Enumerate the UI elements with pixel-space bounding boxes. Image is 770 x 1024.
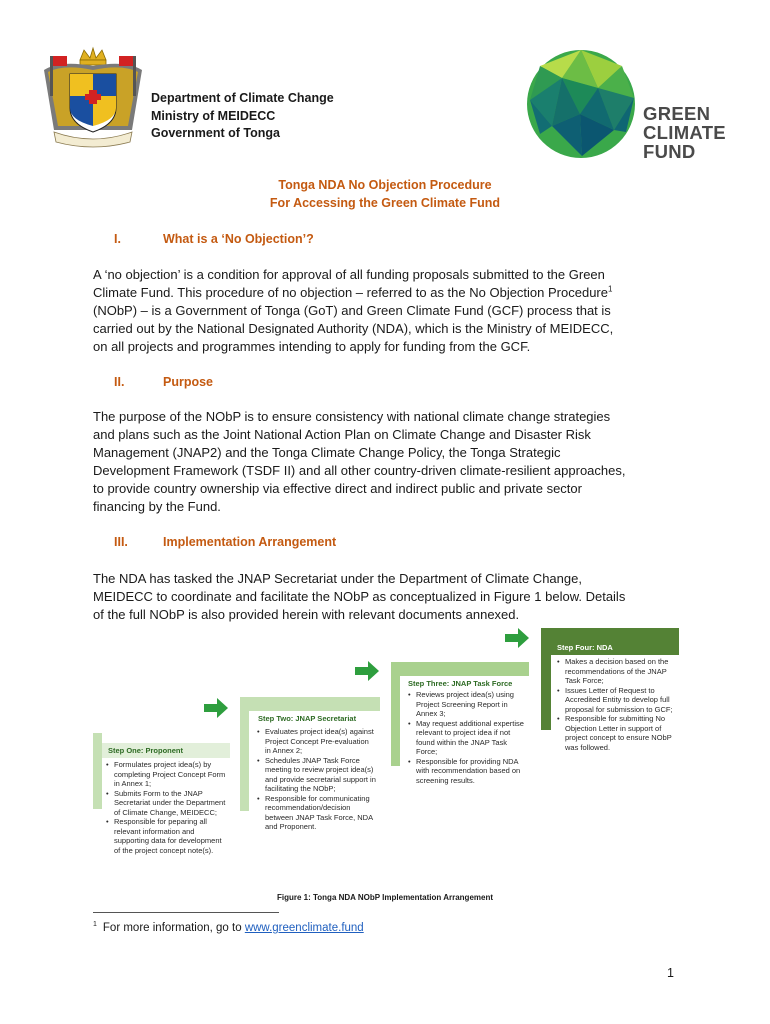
footnote-text: For more information, go to — [102, 922, 245, 934]
paragraph-line: Climate Fund. This procedure of no objection – referred to as the No Objection Procedure$^1$ — [93, 284, 613, 300]
section-3-paragraph — [93, 570, 683, 624]
step-one-list — [105, 760, 227, 855]
section-2-number: II. — [114, 375, 125, 389]
paragraph-line: The purpose of the NObP is to ensure consistency with national climate change strategies — [93, 409, 611, 424]
arrow-right-icon — [505, 628, 529, 648]
list-item: • Schedules JNAP Task Force meeting to review project idea(s) and provide secretarial support in facilitating the NObP; — [256, 756, 376, 794]
step-two-title-bar-label — [252, 711, 380, 726]
list-item: • May request additional expertise relevant to project idea if not found within the JNAP Task Force; — [407, 719, 529, 757]
gcf-word-climate: CLIMATE — [643, 122, 726, 143]
list-item: • Makes a decision based on the recommendations of the JNAP Task Force; — [556, 657, 678, 686]
step-three-title-bar-label — [402, 676, 529, 691]
list-item: • Submits Form to the JNAP Secretariat under the Department of Climate Change, MEIDECC; — [105, 789, 227, 818]
list-item: • Responsible for peparing all relevant information and supporting data for development of the project concept note(s). — [105, 817, 227, 855]
section-2-title: Purpose — [163, 375, 214, 389]
step-four-side-strip — [541, 640, 551, 730]
footnote — [93, 922, 364, 934]
arrow-right-icon — [204, 698, 228, 718]
list-item: • Responsible for submitting No Objection Letter in support of project concept to ensure NObP was followed. — [556, 714, 678, 752]
paragraph-line: Development Framework (TSDF II) and all other country-driven climate-resilient approaches, — [93, 463, 626, 478]
paragraph-line: and plans such as the Joint National Action Plan on Climate Change and Disaster Risk — [93, 427, 591, 442]
step-two-side-strip — [240, 711, 249, 811]
section-2-heading — [114, 375, 213, 389]
footnote-reference[interactable]: 1 — [608, 284, 613, 294]
step-three-title: Step Three: JNAP Task Force — [408, 679, 513, 688]
department-header — [151, 90, 334, 143]
list-item: • Formulates project idea(s) by completing Project Concept Form in Annex 1; — [105, 760, 227, 789]
paragraph-line: of the full NObP is also provided herein with relevant documents annexed. — [93, 607, 520, 622]
section-3-title: Implementation Arrangement — [163, 535, 337, 549]
step-three-title-bar — [391, 662, 529, 676]
step-two-list — [256, 727, 376, 832]
section-1-paragraph — [93, 266, 683, 356]
step-one-title: Step One: Proponent — [108, 746, 183, 755]
document-title-line-1: Tonga NDA No Objection Procedure — [278, 178, 492, 192]
section-3-heading — [114, 535, 336, 549]
list-item: • Responsible for communicating recommendation/decision between JNAP Task Force, NDA and Proponent. — [256, 794, 376, 832]
paragraph-line: The NDA has tasked the JNAP Secretariat under the Department of Climate Change, — [93, 571, 582, 586]
list-item: • Responsible for providing NDA with recommendation based on screening results. — [407, 757, 529, 786]
document-title-line-2: For Accessing the Green Climate Fund — [269, 196, 501, 210]
list-item: • Issues Letter of Request to Accredited Entity to develop full proposal for submission to GCF; — [556, 686, 678, 715]
gcf-word-green: GREEN — [643, 103, 711, 124]
ministry-name: Ministry of MEIDECC — [151, 108, 276, 123]
paragraph-line: Management (JNAP2) and the Tonga Climate Change Policy, the Tonga Strategic — [93, 445, 561, 460]
department-name: Department of Climate Change — [151, 91, 334, 105]
paragraph-line: carried out by the National Designated Authority (NDA), which is the Ministry of MEIDECC, — [93, 321, 614, 336]
government-name: Government of Tonga — [151, 126, 280, 140]
footnote-number: 1 — [93, 921, 97, 929]
footnote-divider — [93, 912, 279, 913]
list-item: • Reviews project idea(s) using Project Screening Report in Annex 3; — [407, 690, 529, 719]
paragraph-line: (NObP) – is a Government of Tonga (GoT) and Green Climate Fund (GCF) process that is — [93, 303, 611, 318]
paragraph-line: A ‘no objection’ is a condition for approval of all funding proposals submitted to the Green — [93, 267, 605, 282]
green-climate-fund-globe-logo — [522, 48, 640, 160]
page-number: 1 — [667, 966, 674, 980]
step-four-title: Step Four: NDA — [557, 643, 613, 652]
figure-caption: Figure 1: Tonga NDA NObP Implementation Arrangement — [276, 893, 494, 902]
step-one-title-bar — [102, 743, 230, 758]
paragraph-line: financing by the Fund. — [93, 499, 221, 514]
step-two-title-bar — [240, 697, 380, 711]
step-four-list — [556, 657, 678, 752]
paragraph-line: on all projects and programmes intending to apply for funding from the GCF. — [93, 339, 531, 354]
arrow-right-icon — [355, 661, 379, 681]
section-2-paragraph — [93, 408, 683, 516]
section-1-heading — [114, 232, 314, 246]
step-four-title-bar — [551, 640, 679, 655]
tonga-coat-of-arms-logo — [40, 46, 146, 150]
paragraph-line: to provide country ownership via effective direct and indirect public and private sector — [93, 481, 582, 496]
gcf-word-fund: FUND — [643, 141, 696, 162]
step-two-title: Step Two: JNAP Secretariat — [258, 714, 357, 723]
section-1-number: I. — [114, 232, 121, 246]
paragraph-line: MEIDECC to coordinate and facilitate the NObP as conceptualized in Figure 1 below. Details — [93, 589, 626, 604]
section-3-number: III. — [114, 535, 128, 549]
gcf-wordmark — [643, 104, 726, 161]
step-three-list — [407, 690, 529, 785]
footnote-link[interactable]: www.greenclimate.fund — [244, 922, 364, 934]
section-1-title: What is a ‘No Objection’? — [163, 232, 314, 246]
list-item: • Evaluates project idea(s) against Project Concept Pre-evaluation in Annex 2; — [256, 727, 376, 756]
step-one-background — [93, 733, 102, 809]
step-three-side-strip — [391, 676, 400, 766]
